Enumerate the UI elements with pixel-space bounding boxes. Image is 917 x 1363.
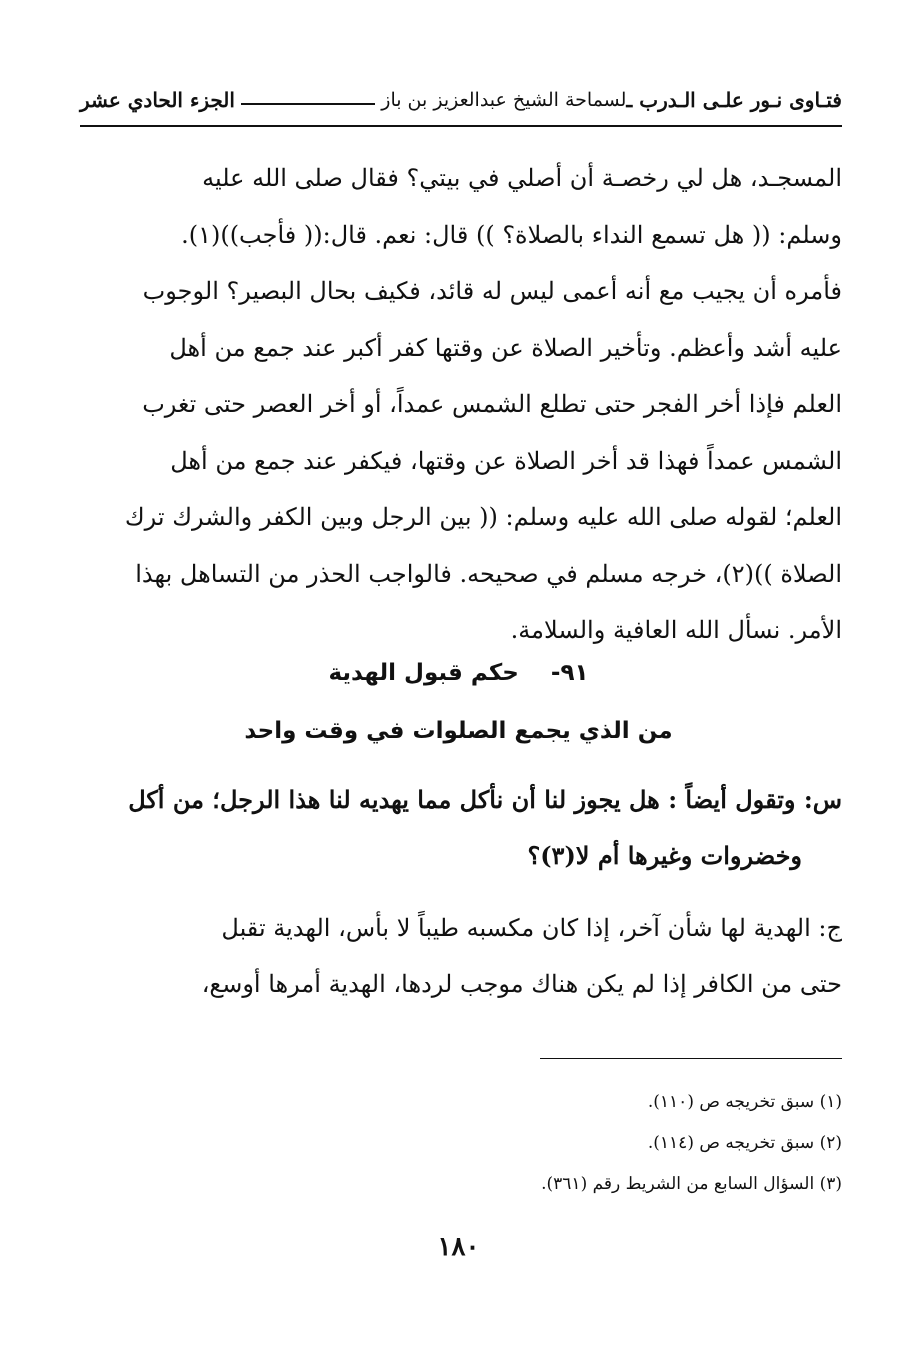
body-line: المسجـد، هل لي رخصـة أن أصلي في بيتي؟ فقال صلى الله عليه: [202, 164, 842, 192]
section-title: حكم قبول الهدية: [328, 660, 519, 686]
header-rule: [80, 125, 842, 127]
section-number: ٩١-: [550, 660, 589, 686]
body-line: وسلم: (( هل تسمع النداء بالصلاة؟ )) قال: نعم. قال:(( فأجب))(١).: [181, 220, 842, 249]
footnote: (٣) السؤال السابع من الشريط رقم (٣٦١).: [541, 1174, 842, 1194]
body-line: عليه أشد وأعظم. وتأخير الصلاة عن وقتها كفر أكبر عند جمع من أهل: [169, 333, 842, 362]
body-line: فأمره أن يجيب مع أنه أعمى ليس له قائد، فكيف بحال البصير؟ الوجوب: [142, 277, 842, 305]
answer-block: [75, 900, 842, 1012]
header-dash: [241, 103, 375, 105]
question-block: [75, 772, 842, 884]
body-paragraph: [75, 150, 842, 659]
body-line: العلم؛ لقوله صلى الله عليه وسلم: (( بين الرجل وبين الكفر والشرك ترك: [124, 503, 842, 531]
footnote: (٢) سبق تخريجه ص (١١٤).: [647, 1133, 842, 1153]
footnote: (١) سبق تخريجه ص (١١٠).: [647, 1092, 842, 1112]
author-name: لسماحة الشيخ عبدالعزيز بن باز: [381, 89, 627, 111]
question-line: وخضروات وغيرها أم لا(٣)؟: [527, 841, 802, 870]
page-number: ١٨٠: [437, 1232, 480, 1262]
section-subtitle: من الذي يجمع الصلوات في وقت واحد: [244, 718, 673, 744]
answer-line: ج: الهدية لها شأن آخر، إذا كان مكسبه طيباً لا بأس، الهدية تقبل: [221, 914, 842, 942]
footnote-rule: [540, 1058, 842, 1059]
footnotes: [541, 1082, 842, 1205]
body-line: الشمس عمداً فهذا قد أخر الصلاة عن وقتها، فيكفر عند جمع من أهل: [170, 446, 842, 475]
body-line: الأمر. نسأل الله العافية والسلامة.: [510, 616, 842, 644]
body-line: العلم فإذا أخر الفجر حتى تطلع الشمس عمداً، أو أخر العصر حتى تغرب: [142, 390, 842, 418]
volume-title: الجزء الحادي عشر: [80, 88, 235, 112]
book-title: فتـاوى نـور علـى الـدرب ـ: [626, 88, 842, 112]
body-line: الصلاة ))(٢)، خرجه مسلم في صحيحه. فالواجب الحذر من التساهل بهذا: [135, 559, 842, 588]
answer-line: حتى من الكافر إذا لم يكن هناك موجب لردها، الهدية أمرها أوسع،: [201, 970, 842, 998]
question-line: س: وتقول أيضاً : هل يجوز لنا أن نأكل مما يهديه لنا هذا الرجل؛ من أكل: [128, 785, 842, 814]
running-header: [80, 80, 842, 120]
section-heading: [75, 660, 842, 686]
